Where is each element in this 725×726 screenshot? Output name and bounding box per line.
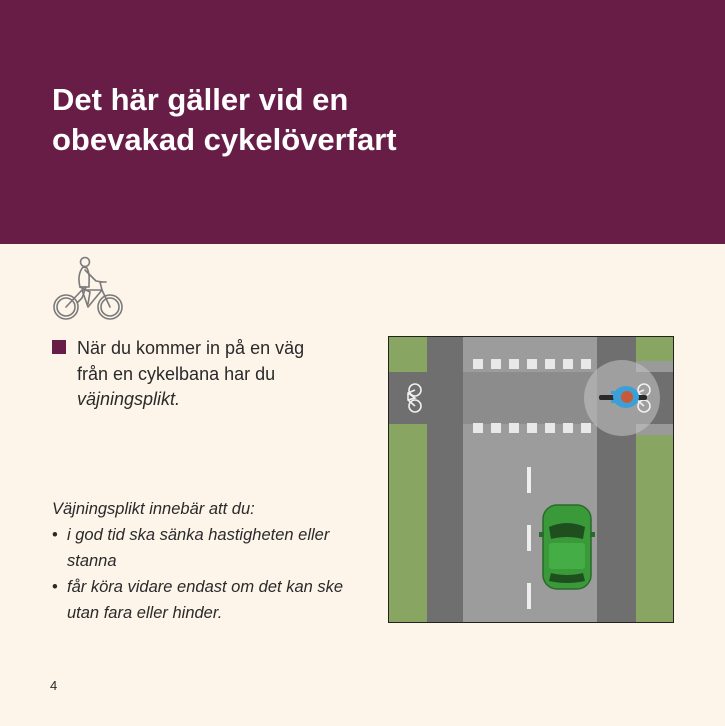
intro-text xyxy=(77,336,337,413)
crossing-surface xyxy=(463,372,597,424)
centre-line xyxy=(527,467,531,609)
rule-item xyxy=(52,574,352,626)
verge-bottom-right xyxy=(636,435,674,623)
crossing-illustration xyxy=(389,337,674,623)
bullet-dot: • xyxy=(52,578,58,596)
rules-list xyxy=(52,522,352,626)
verge-bottom-left xyxy=(389,424,427,623)
title-line-2: obevakad cykelöverfart xyxy=(52,122,397,157)
title-line-1: Det här gäller vid en xyxy=(52,82,349,117)
intro-text-emphasis: väjningsplikt. xyxy=(77,389,181,409)
page-number: 4 xyxy=(50,678,58,693)
rule-text: i god tid ska sänka hastigheten eller stanna xyxy=(67,526,330,570)
cyclist-outline-icon xyxy=(52,254,124,324)
green-car-icon xyxy=(539,505,595,589)
rule-text: får köra vidare endast om det kan ske utan fara eller hinder. xyxy=(67,578,344,622)
header-banner xyxy=(0,0,725,244)
bullet-square xyxy=(52,340,66,354)
intro-text-main: När du kommer in på en väg från en cykelbana har du xyxy=(77,338,305,384)
bullet-dot: • xyxy=(52,526,58,544)
verge-top-right xyxy=(636,337,674,361)
rules-heading: Väjningsplikt innebär att du: xyxy=(52,500,255,518)
page-title xyxy=(52,80,652,160)
crossing-diagram xyxy=(388,336,674,623)
rule-item xyxy=(52,522,352,574)
rules-block xyxy=(52,496,352,626)
verge-top-left xyxy=(389,337,427,372)
